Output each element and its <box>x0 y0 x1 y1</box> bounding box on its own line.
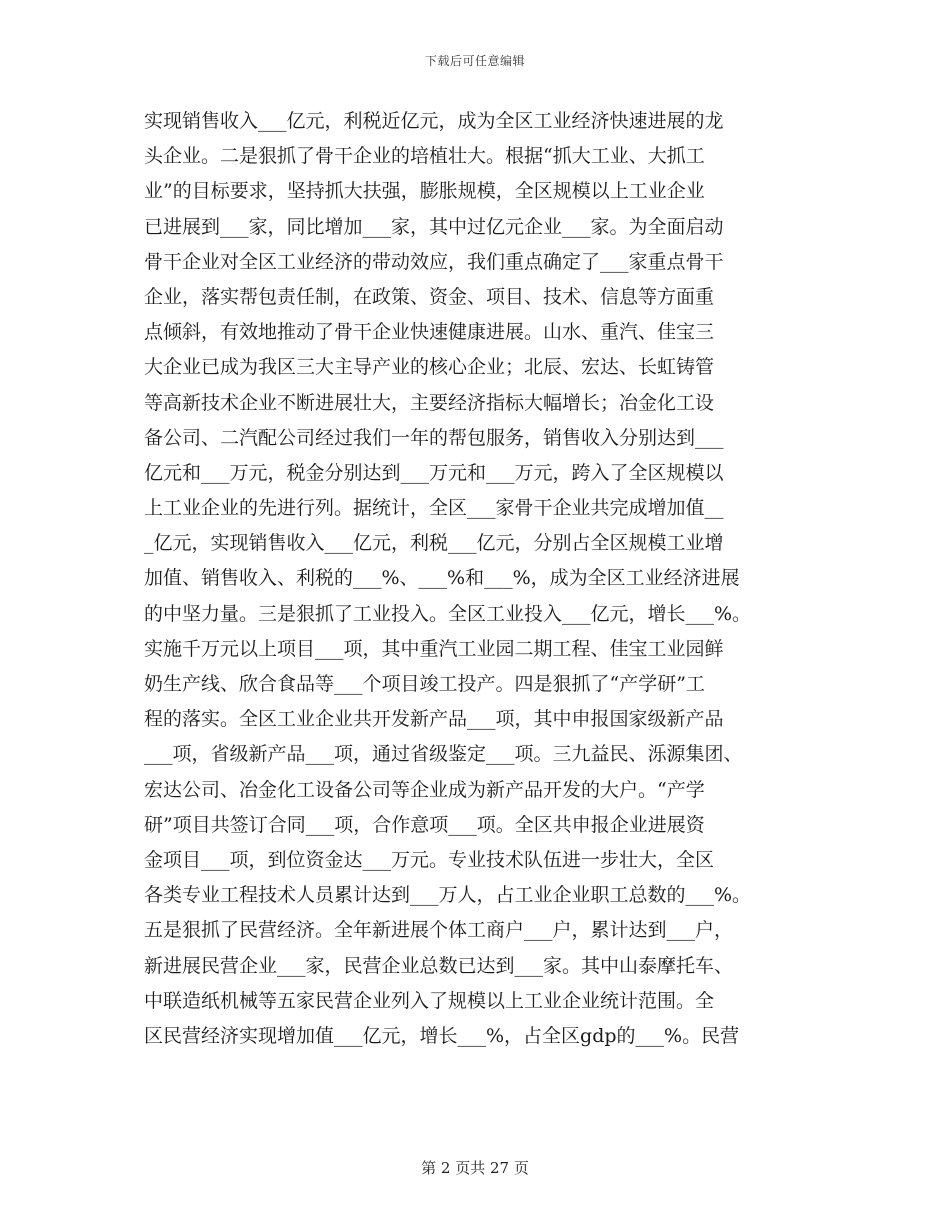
text-line: 实现销售收入___亿元，利税近亿元，成为全区工业经济快速进展的龙 <box>144 110 724 132</box>
text-line: 的中坚力量。三是狠抓了工业投入。全区工业投入___亿元，增长___%。 <box>144 602 752 625</box>
text-line: ___项，省级新产品___项，通过省级鉴定___项。三九益民、泺源集团、 <box>144 743 743 766</box>
text-line: 程的落实。全区工业企业共开发新产品___项，其中申报国家级新产品 <box>144 708 724 731</box>
text-line: 加值、销售收入、利税的___%、___%和___%，成为全区工业经济进展 <box>144 567 740 590</box>
text-line: 上工业企业的先进行列。据统计，全区___家骨干企业共完成增加值__ <box>144 497 724 520</box>
text-line: 头企业。二是狠抓了骨干企业的培植壮大。根据“抓大工业、大抓工 <box>144 145 705 168</box>
text-line: 宏达公司、冶金化工设备公司等企业成为新产品开发的大户。“产学 <box>144 778 705 801</box>
text-line: 实施千万元以上项目___项，其中重汽工业园二期工程、佳宝工业园鲜 <box>144 637 724 660</box>
page-header-note: 下载后可任意编辑 <box>424 54 525 68</box>
text-line: 业”的目标要求，坚持抓大扶强，膨胀规模，全区规模以上工业企业 <box>144 180 705 203</box>
text-line: 五是狠抓了民营经济。全年新进展个体工商户___户，累计达到___户， <box>144 919 734 942</box>
text-line: 备公司、二汽配公司经过我们一年的帮包服务，销售收入分别达到___ <box>144 426 724 449</box>
text-line: 各类专业工程技术人员累计达到___万人，占工业企业职工总数的___%。 <box>144 884 752 907</box>
text-line: 研”项目共签订合同___项，合作意项___项。全区共申报企业进展资 <box>144 813 705 836</box>
text-line: 亿元和___万元，税金分别达到___万元和___万元，跨入了全区规模以 <box>144 461 724 484</box>
text-line: 奶生产线、欣合食品等___个项目竣工投产。四是狠抓了“产学研”工 <box>144 673 705 695</box>
text-line: 金项目___项，到位资金达___万元。专业技术队伍进一步壮大，全区 <box>144 848 715 871</box>
document-body <box>144 104 824 1054</box>
text-line: 等高新技术企业不断进展壮大，主要经济指标大幅增长；冶金化工设 <box>144 391 715 414</box>
text-line: 新进展民营企业___家，民营企业总数已达到___家。其中山泰摩托车、 <box>144 954 734 977</box>
text-line: 已进展到___家，同比增加___家，其中过亿元企业___家。为全面启动 <box>144 215 724 238</box>
text-line: 中联造纸机械等五家民营企业列入了规模以上工业企业统计范围。全 <box>144 989 715 1012</box>
text-line: 点倾斜，有效地推动了骨干企业快速健康进展。山水、重汽、佳宝三 <box>144 321 715 344</box>
text-line: 大企业已成为我区三大主导产业的核心企业；北辰、宏达、长虹铸管 <box>144 356 715 379</box>
text-line: 企业，落实帮包责任制，在政策、资金、项目、技术、信息等方面重 <box>144 285 715 308</box>
text-line: _亿元，实现销售收入___亿元，利税___亿元，分别占全区规模工业增 <box>144 532 724 555</box>
text-line: 区民营经济实现增加值___亿元，增长___%，占全区gdp的___%。民营 <box>144 1024 740 1047</box>
page-number: 第 2 页共 27 页 <box>421 1159 529 1177</box>
text-line: 骨干企业对全区工业经济的带动效应，我们重点确定了___家重点骨干 <box>144 250 724 273</box>
